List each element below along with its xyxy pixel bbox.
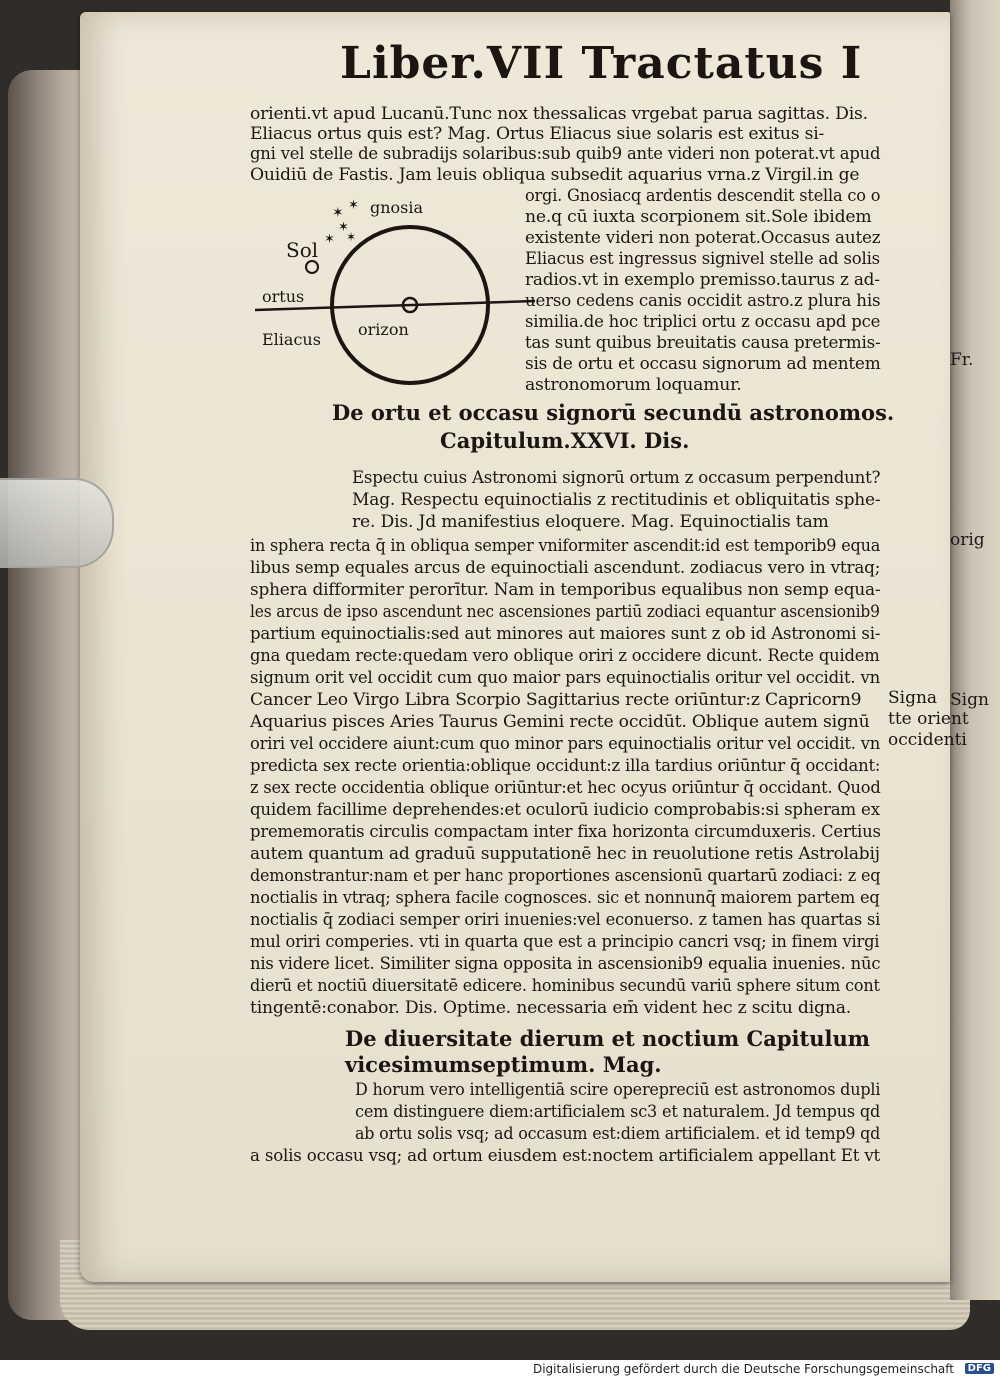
dfg-logo: DFG (965, 1363, 994, 1374)
diagram-label-eliacus: Eliacus (262, 330, 321, 349)
body-line: a solis occasu vsq; ad ortum eiusdem est:noctem artificialem appellant Et vt (250, 1146, 881, 1166)
body-line: prememoratis circulis compactam inter fixa horizonta circumduxeris. Certius (250, 822, 881, 842)
body-line: in sphera recta q̄ in obliqua semper vniformiter ascendit:id est temporib9 equa (250, 536, 881, 556)
margin-note-line: tte orient (888, 709, 969, 729)
body-line: similia.de hoc triplici ortu z occasu apd pce (525, 312, 881, 332)
body-line: quidem facillime deprehendes:et oculorū iudicio comprobabis:si spheram ex (250, 800, 880, 820)
body-line: Espectu cuius Astronomi signorū ortum z occasum perpendunt? (352, 468, 881, 488)
facing-page-fragment: Fr. (950, 350, 974, 370)
chapter-heading: De diuersitate dierum et noctium Capitulum (345, 1026, 870, 1051)
body-line: noctialis q̄ zodiaci semper oriri inuenies:vel econuerso. z tamen has quartas si (250, 910, 881, 930)
body-line: noctialis in vtraq; sphera facile cognosces. sic et nonnunq̄ maiorem partem eq (250, 888, 880, 908)
body-line: gni vel stelle de subradijs solaribus:sub quib9 ante videri non poterat.vt apud (250, 144, 881, 164)
chapter-heading: De ortu et occasu signorū secundū astronomos. (332, 400, 895, 425)
body-line: astronomorum loquamur. (525, 375, 742, 395)
horizon-diagram (250, 195, 540, 405)
body-line: Aquarius pisces Aries Taurus Gemini recte occidūt. Oblique autem signū (250, 712, 870, 732)
body-line: D horum vero intelligentiā scire operepreciū est astronomos dupli (355, 1080, 881, 1100)
margin-note-line: occidenti (888, 730, 967, 750)
body-line: radios.vt in exemplo premisso.taurus z ad- (525, 270, 880, 290)
body-line: ab ortu solis vsq; ad occasum est:diem artificialem. et id temp9 qd (355, 1124, 881, 1144)
diagram-label-gnosia: gnosia (370, 198, 424, 217)
body-line: demonstrantur:nam et per hanc proportiones ascensionū quartarū zodiaci: z eq (250, 866, 881, 886)
star-icon: ✶ (346, 230, 357, 244)
body-line: predicta sex recte orientia:oblique occidunt:z illa tardius oriūntur q̄ occidant: (250, 756, 881, 776)
facing-page-fragment: Sign (950, 690, 989, 710)
body-line: partium equinoctialis:sed aut minores aut maiores sunt z ob id Astronomi si- (250, 624, 881, 644)
body-line: cem distinguere diem:artificialem sc3 et naturalem. Jd tempus qd (355, 1102, 881, 1122)
sun-symbol (306, 261, 318, 273)
body-line: autem quantum ad graduū supputationē hec in reuolutione retis Astrolabij (250, 844, 880, 864)
body-line: Eliacus est ingressus signivel stelle ad solis (525, 249, 880, 269)
body-line: sis de ortu et occasu signorum ad mentem (525, 354, 881, 374)
body-line: libus semp equales arcus de equinoctiali ascendunt. zodiacus vero in vtraq; (250, 558, 881, 578)
body-line: tas sunt quibus breuitatis causa pretermis- (525, 333, 881, 353)
margin-note-line: Signa (888, 688, 938, 708)
body-line: dierū et noctiū diuersitatē edicere. hominibus secundū variū sphere situm cont (250, 976, 880, 996)
body-line: nis videre licet. Similiter signa opposita in ascensionib9 equalia inuenies. nūc (250, 954, 881, 974)
body-line: gna quedam recte:quedam vero oblique oriri z occidere dicunt. Recte quidem (250, 646, 880, 666)
body-line: les arcus de ipso ascendunt nec ascensiones partiū zodiaci equantur ascensionib9 (250, 602, 880, 622)
body-line: z sex recte occidentia oblique oriūntur:et hec ocyus oriūntur q̄ occidant. Quod (250, 778, 881, 798)
running-header: Liber.VII Tractatus I (340, 38, 863, 89)
star-icon: ✶ (348, 198, 359, 213)
diagram-label-sol: Sol (286, 238, 319, 262)
body-line: signum orit vel occidit cum quo maior pars equinoctialis oritur vel occidit. vn (250, 668, 881, 688)
body-line: orgi. Gnosiacq ardentis descendit stella co o (525, 186, 881, 206)
facing-page-fragment: orig (950, 530, 985, 550)
body-line: existente videri non poterat.Occasus autez (525, 228, 881, 248)
body-line: ne.q cū iuxta scorpionem sit.Sole ibidem (525, 207, 872, 227)
chapter-number: Capitulum.XXVI. Dis. (440, 428, 690, 453)
facing-page-edge (950, 0, 1000, 1300)
footer-bar (0, 1360, 1000, 1380)
body-line: orienti.vt apud Lucanū.Tunc nox thessalicas vrgebat parua sagittas. Dis. (250, 104, 868, 124)
body-line: oriri vel occidere aiunt:cum quo minor pars equinoctialis oritur vel occidit. vn (250, 734, 881, 754)
star-icon: ✶ (324, 232, 335, 247)
page-clip (0, 478, 114, 568)
funding-credit: Digitalisierung gefördert durch die Deutsche Forschungsgemeinschaft (532, 1362, 954, 1376)
body-line: Cancer Leo Virgo Libra Scorpio Sagittarius recte oriūntur:z Capricorn9 (250, 690, 862, 710)
body-line: tingentē:conabor. Dis. Optime. necessaria em̄ vident hec z scitu digna. (250, 998, 852, 1018)
star-icon: ✶ (332, 205, 344, 221)
body-line: uerso cedens canis occidit astro.z plura his (525, 291, 881, 311)
body-line: re. Dis. Jd manifestius eloquere. Mag. Equinoctialis tam (352, 512, 829, 532)
body-line: sphera difformiter perorītur. Nam in temporibus equalibus non semp equa- (250, 580, 881, 600)
chapter-number: vicesimumseptimum. Mag. (345, 1052, 662, 1077)
diagram-label-orizon: orizon (358, 320, 409, 339)
diagram-label-ortus: ortus (262, 287, 305, 306)
star-icon: ✶ (338, 220, 349, 235)
body-line: Eliacus ortus quis est? Mag. Ortus Eliacus siue solaris est exitus si- (250, 124, 825, 144)
body-line: Mag. Respectu equinoctialis z rectitudinis et obliquitatis sphe- (352, 490, 881, 510)
body-line: mul oriri comperies. vti in quarta que est a principio cancri vsq; in finem virgi (250, 932, 880, 952)
body-line: Ouidiū de Fastis. Jam leuis obliqua subsedit aquarius vrna.z Virgil.in ge (250, 165, 860, 185)
